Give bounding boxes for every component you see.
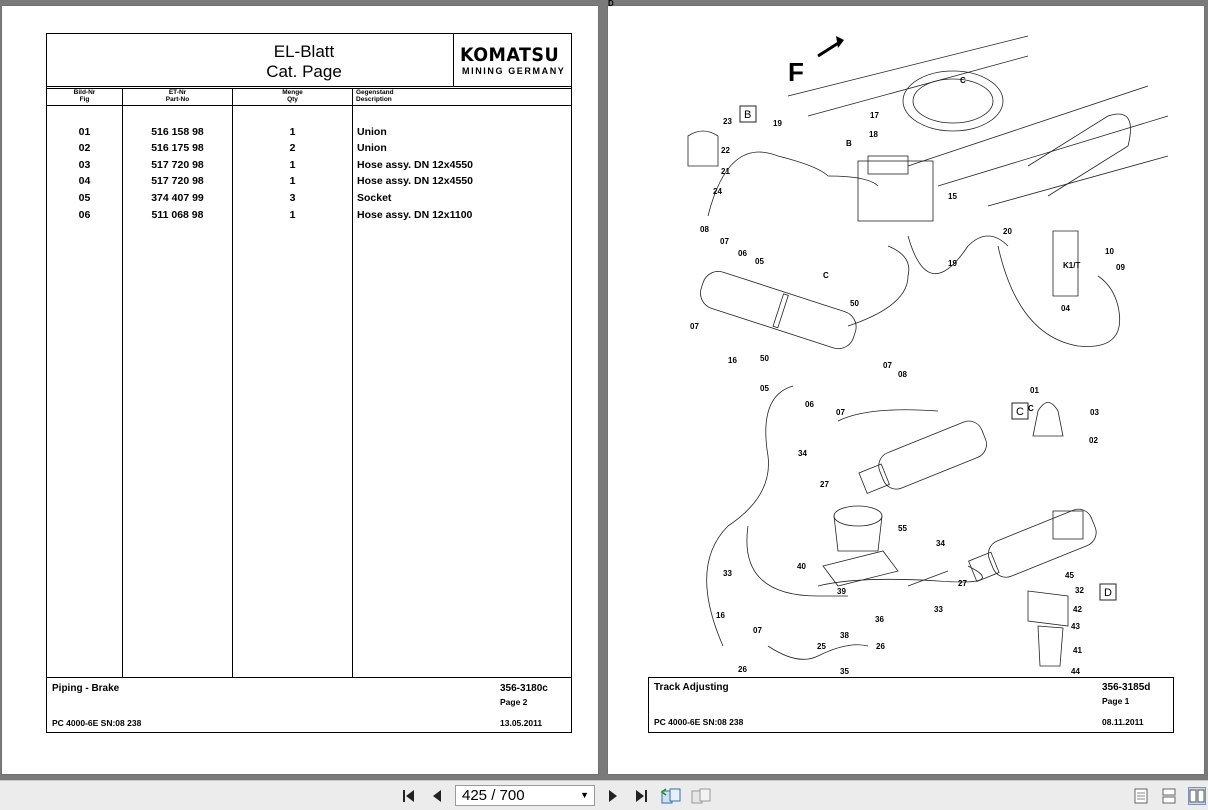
table-row	[47, 159, 571, 175]
column-header-part	[123, 89, 232, 103]
next-page-icon[interactable]	[604, 787, 622, 805]
callout-label: 42	[1073, 605, 1082, 614]
callout-label: 39	[837, 587, 846, 596]
footer-page: Page 2	[500, 697, 528, 707]
part-cell: 517 720 98	[151, 175, 204, 187]
callout-label: 50	[850, 299, 859, 308]
footer-section: Piping - Brake	[52, 683, 120, 694]
footer-machine: PC 4000-6E SN:08 238	[52, 718, 142, 728]
callout-label: 43	[1071, 622, 1080, 631]
parts-list-sheet	[46, 33, 572, 733]
callout-label: 02	[1089, 436, 1098, 445]
qty-cell: 3	[289, 192, 296, 204]
callout-label: 07	[753, 626, 762, 635]
footer-machine: PC 4000-6E SN:08 238	[654, 717, 744, 727]
two-page-view-icon[interactable]	[1189, 788, 1205, 804]
fig-cell: 01	[78, 126, 91, 138]
callout-label: K1/T	[1063, 261, 1081, 270]
title-line-1: EL-Blatt	[273, 42, 335, 61]
column-header-en: Part-No	[165, 96, 190, 103]
callout-label: D	[608, 0, 614, 8]
logo-main-text: KOMATSU	[460, 44, 560, 66]
column-header-desc	[356, 89, 556, 103]
sheet-header	[47, 34, 571, 87]
callout-label: 32	[1075, 586, 1084, 595]
part-cell: 374 407 99	[151, 192, 204, 204]
right-sheet-footer	[648, 677, 1174, 733]
callout-label: 10	[1105, 247, 1114, 256]
sheet-title	[227, 42, 381, 82]
callout-label: 27	[958, 579, 967, 588]
fig-cell: 04	[78, 175, 91, 187]
callout-label: 07	[836, 408, 845, 417]
callout-label: 07	[883, 361, 892, 370]
detail-box	[1012, 403, 1028, 419]
detail-label: D	[1104, 587, 1112, 599]
frame-line	[808, 56, 1028, 116]
right-page	[608, 0, 1204, 774]
callout-label: 34	[936, 539, 945, 548]
column-header-en: Fig	[79, 96, 90, 103]
callout-label: 01	[1030, 386, 1039, 395]
detail-box	[1100, 584, 1116, 600]
callout-label: 27	[820, 480, 829, 489]
viewer-toolbar	[0, 780, 1208, 810]
callout-label: 23	[723, 117, 732, 126]
column-header-en: Description	[356, 96, 392, 103]
callout-label: 55	[898, 524, 907, 533]
desc-cell: Union	[357, 126, 387, 138]
callout-label: 08	[700, 225, 709, 234]
left-page	[2, 6, 598, 774]
callout-label: 41	[1073, 646, 1082, 655]
callout-label: 35	[840, 667, 849, 676]
callout-label: 07	[690, 322, 699, 331]
ring-part	[903, 71, 1003, 131]
continuous-view-icon[interactable]	[1162, 788, 1176, 804]
column-header-fig	[47, 89, 122, 103]
direction-arrow	[818, 36, 844, 56]
table-row	[47, 142, 571, 158]
fig-cell: 06	[78, 209, 91, 221]
part-cell: 511 068 98	[151, 209, 204, 221]
footer-date: 08.11.2011	[1102, 717, 1144, 727]
desc-cell: Socket	[357, 192, 392, 204]
callout-label: 09	[1116, 263, 1125, 272]
callout-label: 25	[817, 642, 826, 651]
footer-section: Track Adjusting	[654, 682, 729, 693]
footer-date: 13.05.2011	[500, 718, 543, 728]
footer-divider	[47, 677, 571, 678]
qty-cell: 2	[289, 142, 296, 154]
part-cell: 516 158 98	[151, 126, 204, 138]
chevron-down-icon[interactable]: ▼	[580, 790, 589, 800]
fig-cell: 02	[78, 142, 91, 154]
desc-cell: Hose assy. DN 12x4550	[357, 175, 473, 187]
callout-label: 20	[1003, 227, 1012, 236]
qty-cell: 1	[289, 159, 296, 171]
column-header-en: Qty	[287, 96, 298, 103]
qty-cell: 1	[289, 175, 296, 187]
callout-label: 36	[875, 615, 884, 624]
callout-label: 19	[948, 259, 957, 268]
callout-label: 26	[738, 665, 747, 674]
column-header-de: ET-Nr	[168, 89, 187, 96]
callout-label: 38	[840, 631, 849, 640]
callout-label: C	[823, 271, 829, 280]
table-row	[47, 192, 571, 208]
title-line-2: Cat. Page	[266, 62, 342, 81]
callout-label: 45	[1065, 571, 1074, 580]
table-row	[47, 175, 571, 191]
callout-label: C	[960, 76, 966, 85]
desc-cell: Hose assy. DN 12x1100	[357, 209, 473, 221]
track-adjusting-diagram	[608, 0, 1204, 676]
callout-label: 07	[720, 237, 729, 246]
fig-cell: 03	[78, 159, 91, 171]
previous-page-icon[interactable]	[428, 787, 446, 805]
first-page-icon[interactable]	[400, 787, 418, 805]
column-header-de: Menge	[282, 89, 303, 96]
column-header-de: Bild-Nr	[73, 89, 96, 96]
column-header-qty	[233, 89, 352, 103]
komatsu-logo	[453, 34, 572, 86]
table-row	[47, 126, 571, 142]
callout-label: 16	[728, 356, 737, 365]
callout-label: 22	[721, 146, 730, 155]
callout-label: 16	[716, 611, 725, 620]
callout-label: 08	[898, 370, 907, 379]
footer-doc-no: 356-3185d	[1102, 682, 1151, 693]
forward-view-icon[interactable]	[690, 787, 712, 805]
callout-label: 03	[1090, 408, 1099, 417]
callout-label: 24	[713, 187, 722, 196]
back-view-icon[interactable]	[660, 787, 682, 805]
part-cell: 516 175 98	[151, 142, 204, 154]
detail-label: C	[1016, 406, 1024, 418]
footer-doc-no: 356-3180c	[500, 683, 548, 694]
desc-cell: Hose assy. DN 12x4550	[357, 159, 473, 171]
callout-label: 21	[721, 167, 730, 176]
callout-label: 50	[760, 354, 769, 363]
callout-label: 40	[797, 562, 806, 571]
desc-cell: Union	[357, 142, 387, 154]
page-number-input[interactable]	[455, 785, 595, 806]
callout-label: 05	[760, 384, 769, 393]
callout-label: C	[1028, 404, 1034, 413]
page-separator: /	[491, 787, 496, 804]
callout-label: 06	[805, 400, 814, 409]
logo-sub-text: MINING GERMANY	[462, 66, 566, 76]
callout-label: 06	[738, 249, 747, 258]
callout-label: B	[846, 139, 852, 148]
detail-box	[740, 106, 756, 122]
table-row	[47, 209, 571, 225]
current-page: 425	[462, 787, 488, 804]
callout-label: 26	[876, 642, 885, 651]
callout-label: 33	[723, 569, 732, 578]
qty-cell: 1	[289, 126, 296, 138]
callout-label: 34	[798, 449, 807, 458]
callout-label: 18	[869, 130, 878, 139]
last-page-icon[interactable]	[632, 787, 650, 805]
total-pages: 700	[499, 787, 525, 804]
callout-label: 44	[1071, 667, 1080, 676]
callout-label: 05	[755, 257, 764, 266]
callout-label: 19	[773, 119, 782, 128]
callout-label: 17	[870, 111, 879, 120]
footer-page: Page 1	[1102, 696, 1130, 706]
callout-label: 33	[934, 605, 943, 614]
part-cell: 517 720 98	[151, 159, 204, 171]
single-page-view-icon[interactable]	[1134, 788, 1148, 804]
callout-label: 15	[948, 192, 957, 201]
direction-label: F	[788, 57, 804, 87]
detail-label: B	[744, 109, 752, 121]
column-header-de: Gegenstand	[356, 89, 394, 96]
qty-cell: 1	[289, 209, 296, 221]
fig-cell: 05	[78, 192, 91, 204]
callout-label: 04	[1061, 304, 1070, 313]
